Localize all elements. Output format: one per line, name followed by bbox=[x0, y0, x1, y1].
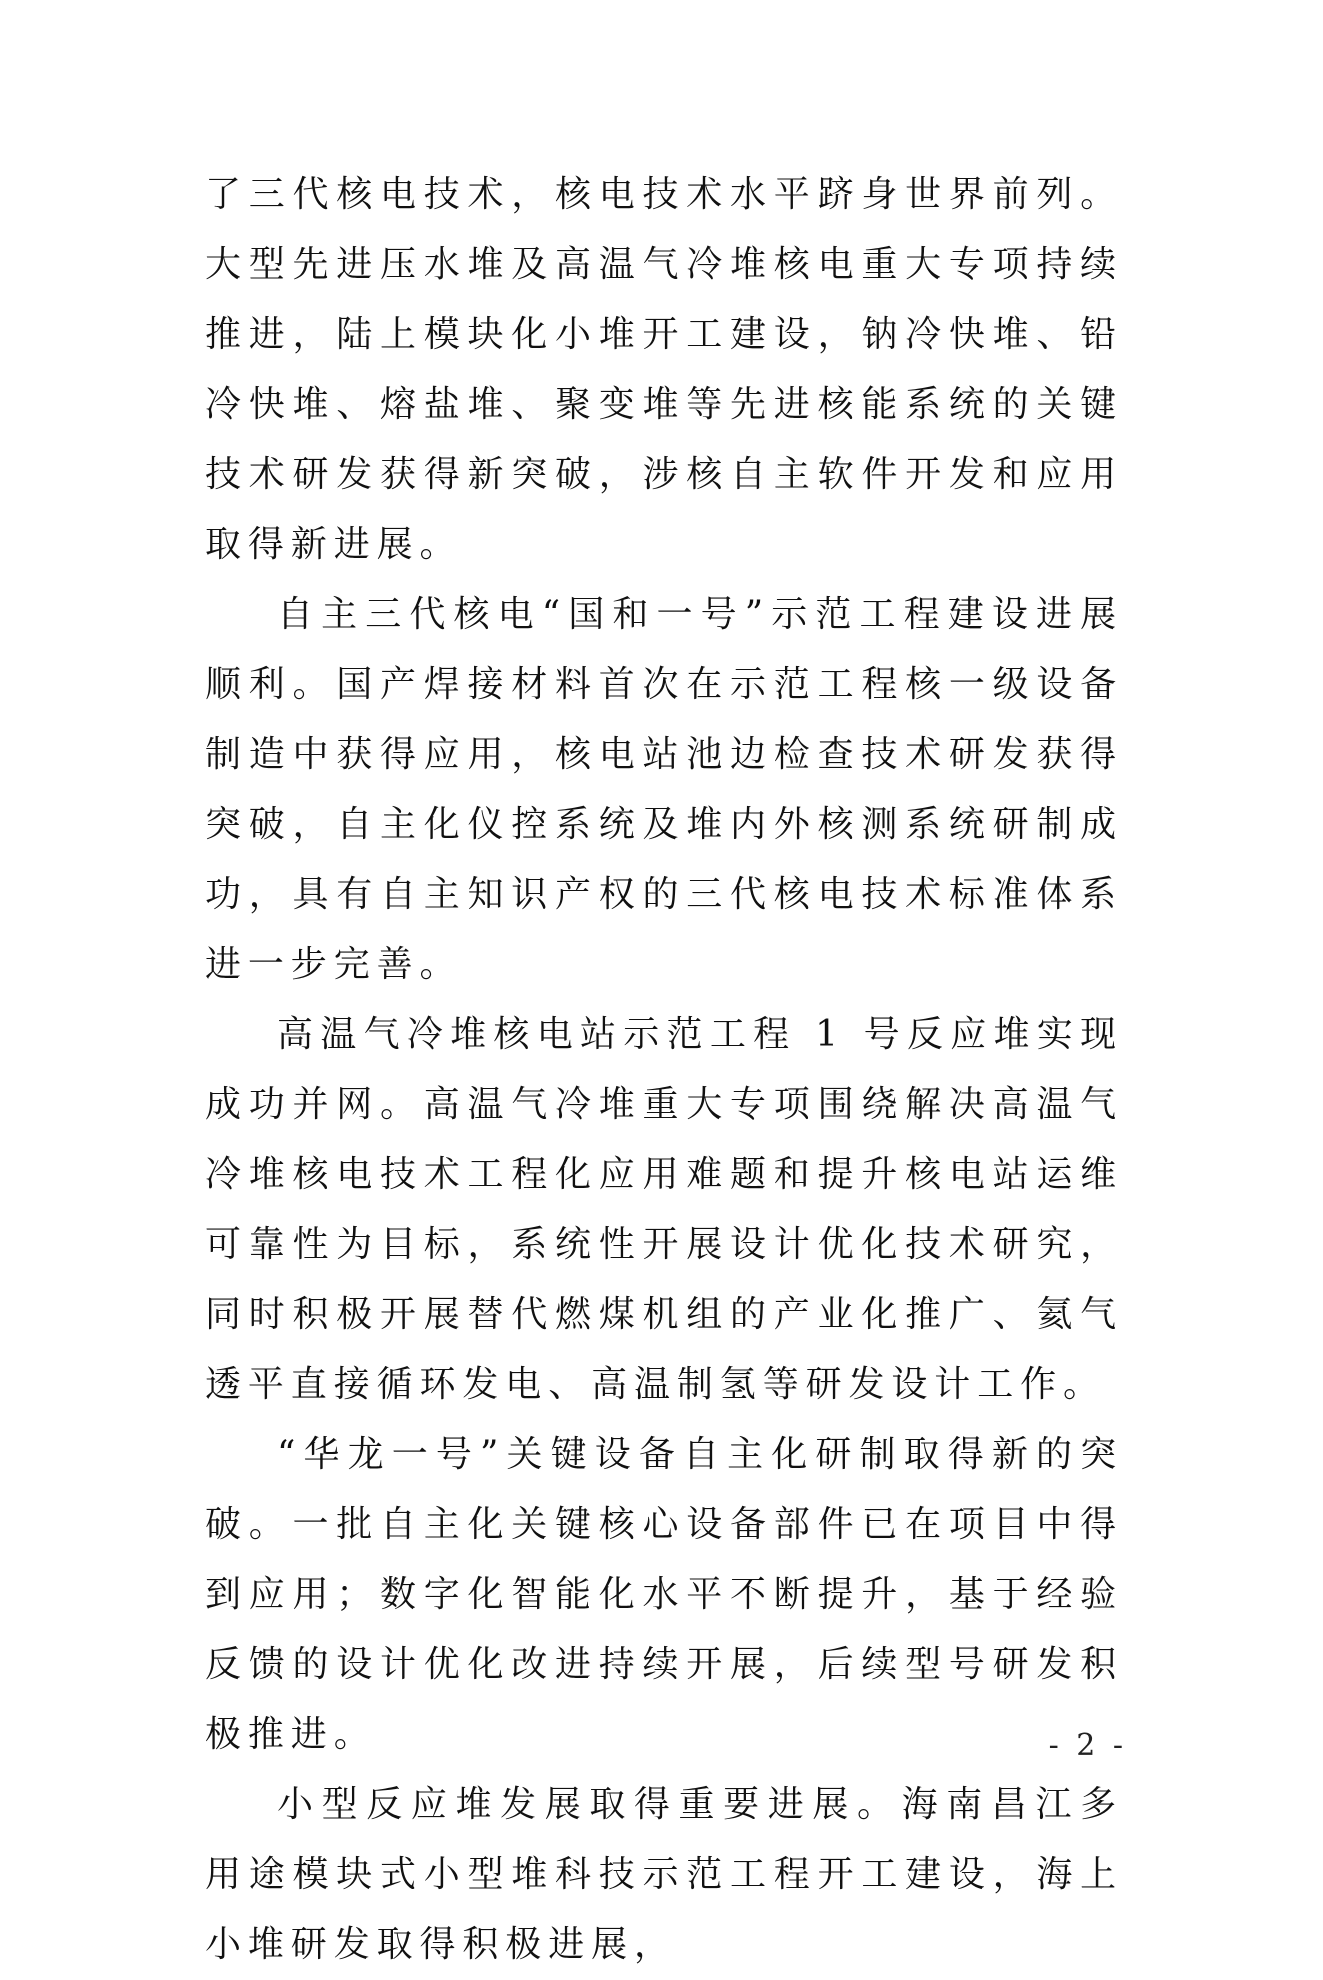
document-body bbox=[205, 160, 1123, 1980]
paragraph-hualong-one: “华龙一号”关键设备自主化研制取得新的突破。一批自主化关键核心设备部件已在项目中得到应用；数字化智能化水平不断提升，基于经验反馈的设计优化改进持续开展，后续型号研发积极推进。 bbox=[205, 1434, 1123, 1755]
paragraph-small-reactor: 小型反应堆发展取得重要进展。海南昌江多用途模块式小型堆科技示范工程开工建设，海上小堆研发取得积极进展， bbox=[205, 1784, 1123, 1965]
page-number: - 2 - bbox=[1048, 1728, 1127, 1763]
paragraph-htgr: 高温气冷堆核电站示范工程 1 号反应堆实现成功并网。高温气冷堆重大专项围绕解决高温气冷堆核电技术工程化应用难题和提升核电站运维可靠性为目标，系统性开展设计优化技术研究，同时积极开展替代燃煤机组的产业化推广、氦气透平直接循环发电、高温制氢等研发设计工作。 bbox=[205, 1014, 1123, 1405]
paragraph-continuation: 了三代核电技术，核电技术水平跻身世界前列。大型先进压水堆及高温气冷堆核电重大专项持续推进，陆上模块化小堆开工建设，钠冷快堆、铅冷快堆、熔盐堆、聚变堆等先进核能系统的关键技术研发获得新突破，涉核自主软件开发和应用取得新进展。 bbox=[205, 174, 1123, 565]
paragraph-guohe-one: 自主三代核电“国和一号”示范工程建设进展顺利。国产焊接材料首次在示范工程核一级设备制造中获得应用，核电站池边检查技术研发获得突破，自主化仪控系统及堆内外核测系统研制成功，具有自主知识产权的三代核电技术标准体系进一步完善。 bbox=[205, 594, 1123, 985]
